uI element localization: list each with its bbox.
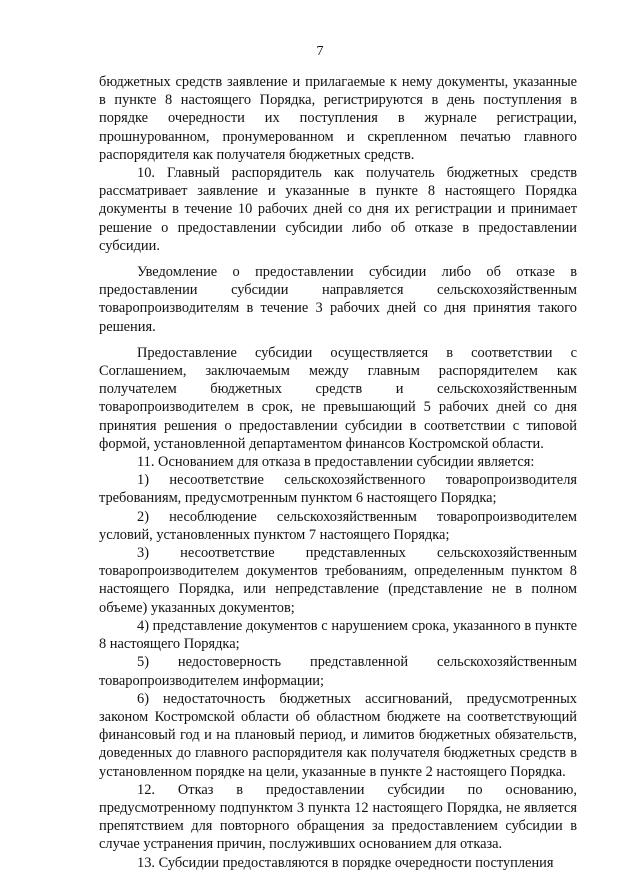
refusal-reason-3: 3) несоответствие представленных сельскохозяйственным товаропроизводителем документов требованиям, определенным пунктом 8 настоящего Порядка, или непредставление (представление не в полном объеме) указанных документов; (99, 545, 577, 616)
paragraph-item-12: 12. Отказ в предоставлении субсидии по основанию, предусмотренному подпунктом 3 пункта 12 настоящего Порядка, не является препятствием для повторного обращения за предоставлением субсидии в случае устранения причин, послуживших основанием для отказа. (99, 781, 577, 853)
page-number: 7 (316, 44, 324, 59)
paragraph-notification: Уведомление о предоставлении субсидии либо об отказе в предоставлении субсидии направляется сельскохозяйственным товаропроизводителям в течение 3 рабочих дней со дня принятия такого решения. (99, 264, 577, 335)
refusal-reason-1: 1) несоответствие сельскохозяйственного товаропроизводителя требованиям, предусмотренным пунктом 6 настоящего Порядка; (99, 472, 577, 507)
paragraph-item-10: 10. Главный распорядитель как получатель бюджетных средств рассматривает заявление и указанные в пункте 8 настоящего Порядка документы в течение 10 рабочих дней со дня их регистрации и принимает решение о предоставлении субсидии либо об отказе в предоставлении субсидии. (99, 165, 577, 254)
document-body (99, 73, 577, 872)
paragraph-agreement: Предоставление субсидии осуществляется в соответствии с Соглашением, заключаемым между главным распорядителем как получателем бюджетных средств и сельскохозяйственным товаропроизводителем в срок, не превышающий 5 рабочих дней со дня принятия решения о предоставлении субсидии в соответствии с типовой формой, установленной департаментом финансов Костромской области. (99, 344, 577, 452)
paragraph-continuation: бюджетных средств заявление и прилагаемые к нему документы, указанные в пункте 8 настоящего Порядка, регистрируются в день поступления в порядке очередности их поступления в журнале регистрации, прошнурованном, пронумерованном и скрепленном печатью главного распорядителя как получателя бюджетных средств. (99, 74, 577, 163)
paragraph-item-11: 11. Основанием для отказа в предоставлении субсидии является: (137, 454, 535, 471)
refusal-reason-4: 4) представление документов с нарушением срока, указанного в пункте 8 настоящего Порядка; (99, 617, 577, 653)
paragraph-item-13: 13. Субсидии предоставляются в порядке очередности поступления (137, 854, 554, 871)
refusal-reason-6: 6) недостаточность бюджетных ассигнований, предусмотренных законом Костромской области об областном бюджете на соответствующий финансовый год и на плановый период, и лимитов бюджетных обязательств, доведенных до главного распорядителя как получателя бюджетных средств в установленном порядке на цели, указанные в пункте 2 настоящего Порядка. (99, 690, 577, 780)
refusal-reason-2: 2) несоблюдение сельскохозяйственным товаропроизводителем условий, установленных пунктом 7 настоящего Порядка; (99, 508, 577, 543)
refusal-reason-5: 5) недостоверность представленной сельскохозяйственным товаропроизводителем информации; (99, 654, 577, 689)
